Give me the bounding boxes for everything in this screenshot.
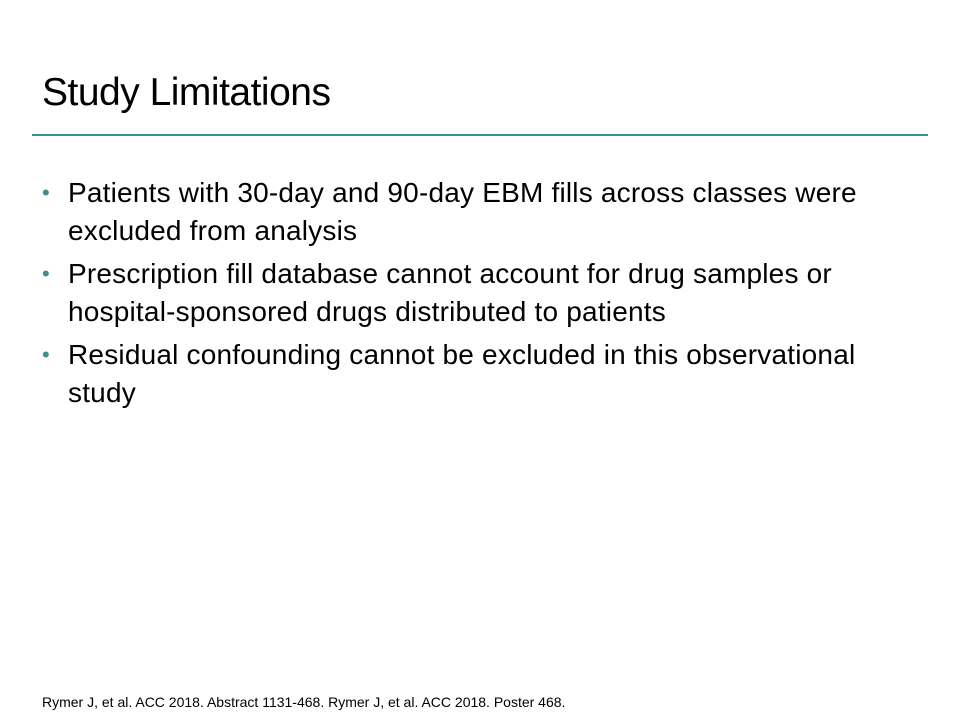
bullet-marker-icon: • xyxy=(42,342,50,367)
bullet-item xyxy=(42,336,922,412)
bullet-marker-icon: • xyxy=(42,261,50,286)
bullet-item xyxy=(42,174,922,250)
slide-title: Study Limitations xyxy=(42,71,331,114)
bullet-text: Residual confounding cannot be excluded in this observational study xyxy=(68,339,856,408)
bullet-marker-icon: • xyxy=(42,180,50,205)
bullet-text: Patients with 30-day and 90-day EBM fills across classes were excluded from analysis xyxy=(68,177,857,246)
footnote-citation: Rymer J, et al. ACC 2018. Abstract 1131-468. Rymer J, et al. ACC 2018. Poster 468. xyxy=(42,694,566,710)
title-divider xyxy=(32,134,928,136)
bullet-list xyxy=(42,174,922,417)
bullet-item xyxy=(42,255,922,331)
bullet-text: Prescription fill database cannot account for drug samples or hospital-sponsored drugs distributed to patients xyxy=(68,258,832,327)
